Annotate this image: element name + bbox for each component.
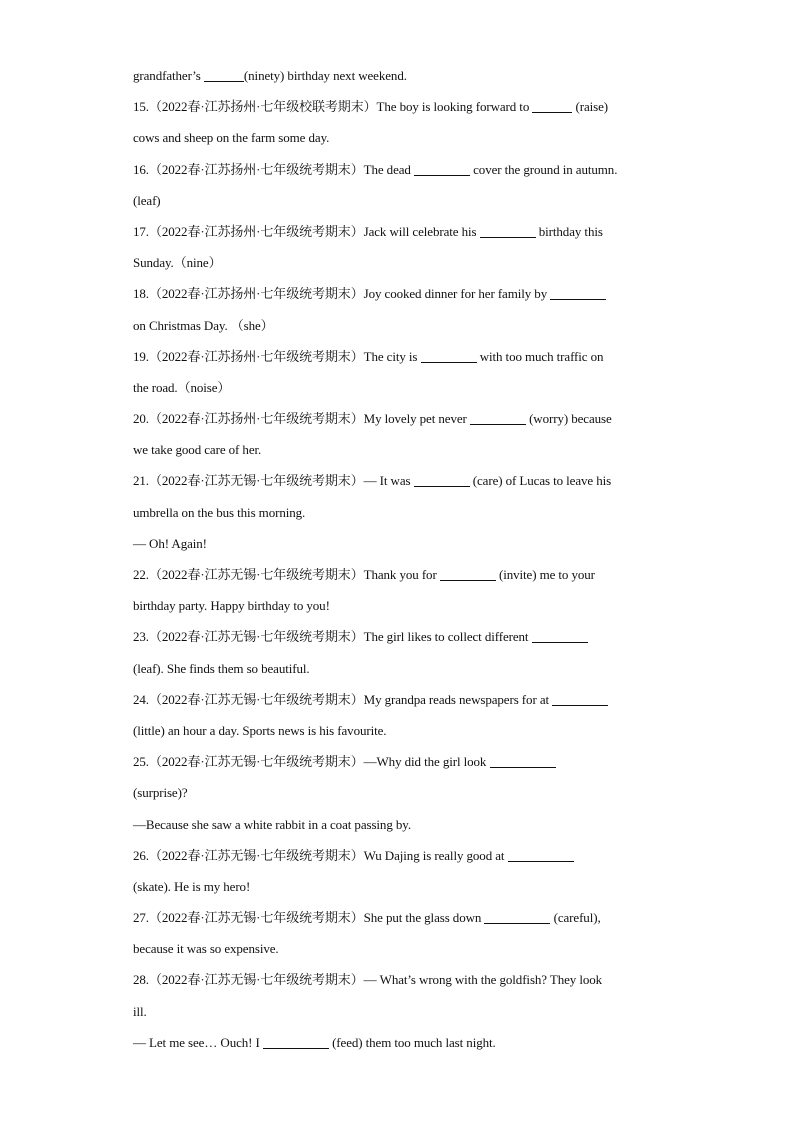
text-line xyxy=(133,247,673,278)
line-text: — Let me see… Ouch! I xyxy=(133,1034,263,1050)
answer-blank[interactable] xyxy=(204,69,244,82)
text-line xyxy=(133,154,673,185)
line-text: 15.（2022春·江苏扬州·七年级校联考期末）The boy is looking forward to xyxy=(133,99,533,115)
text-line xyxy=(133,840,673,871)
text-line xyxy=(133,684,673,715)
line-text: (surprise)? xyxy=(133,785,188,801)
text-line xyxy=(133,1027,673,1058)
answer-blank[interactable] xyxy=(421,350,477,363)
answer-blank[interactable] xyxy=(532,630,588,643)
text-line xyxy=(133,559,673,590)
line-text: 28.（2022春·江苏无锡·七年级统考期末）— What’s wrong with the goldfish? They look xyxy=(133,972,603,988)
answer-blank[interactable] xyxy=(263,1036,329,1049)
text-line xyxy=(133,278,673,309)
line-text: with too much traffic on xyxy=(476,348,604,364)
line-text: —Because she saw a white rabbit in a coat passing by. xyxy=(133,816,411,832)
line-text: umbrella on the bus this morning. xyxy=(133,504,306,520)
line-text: (leaf) xyxy=(133,192,161,208)
line-text: 18.（2022春·江苏扬州·七年级统考期末）Joy cooked dinner for her family by xyxy=(133,286,551,302)
text-line xyxy=(133,91,673,122)
text-line xyxy=(133,185,673,216)
line-text: because it was so expensive. xyxy=(133,941,279,957)
answer-blank[interactable] xyxy=(480,225,536,238)
text-line xyxy=(133,216,673,247)
line-text: (ninety) birthday next weekend. xyxy=(243,68,407,83)
text-line xyxy=(133,653,673,684)
line-text: birthday this xyxy=(535,223,603,239)
line-text: the road.（noise） xyxy=(133,379,231,395)
text-line xyxy=(133,746,673,777)
line-text: (care) of Lucas to leave his xyxy=(469,473,612,489)
line-text: birthday party. Happy birthday to you! xyxy=(133,598,330,614)
answer-blank[interactable] xyxy=(414,474,470,487)
line-text: (little) an hour a day. Sports news is his favourite. xyxy=(133,722,387,738)
text-line xyxy=(133,902,673,933)
line-text: 20.（2022春·江苏扬州·七年级统考期末）My lovely pet never xyxy=(133,411,470,427)
answer-blank[interactable] xyxy=(470,412,526,425)
text-line xyxy=(133,964,673,995)
line-text: 16.（2022春·江苏扬州·七年级统考期末）The dead xyxy=(133,161,414,177)
line-text: 23.（2022春·江苏无锡·七年级统考期末）The girl likes to collect different xyxy=(133,629,532,645)
text-line xyxy=(133,590,673,621)
line-text: (skate). He is my hero! xyxy=(133,878,251,894)
answer-blank[interactable] xyxy=(550,287,606,300)
text-line xyxy=(133,528,673,559)
line-text: we take good care of her. xyxy=(133,442,262,458)
text-line xyxy=(133,403,673,434)
line-text: 26.（2022春·江苏无锡·七年级统考期末）Wu Dajing is really good at xyxy=(133,847,508,863)
text-line xyxy=(133,60,673,91)
line-text: 21.（2022春·江苏无锡·七年级统考期末）— It was xyxy=(133,473,414,489)
answer-blank[interactable] xyxy=(508,849,574,862)
document-page xyxy=(133,60,673,1058)
line-text: cows and sheep on the farm some day. xyxy=(133,130,330,146)
line-text: (raise) xyxy=(572,99,609,115)
text-line xyxy=(133,621,673,652)
line-text: 24.（2022春·江苏无锡·七年级统考期末）My grandpa reads newspapers for at xyxy=(133,691,553,707)
line-text: (feed) them too much last night. xyxy=(328,1034,496,1050)
answer-blank[interactable] xyxy=(440,568,496,581)
line-text: 25.（2022春·江苏无锡·七年级统考期末）—Why did the girl look xyxy=(133,754,490,770)
line-text: (invite) me to your xyxy=(495,567,595,582)
line-text: ill. xyxy=(133,1003,147,1019)
text-line xyxy=(133,809,673,840)
line-text: Sunday.（nine） xyxy=(133,255,222,271)
text-line xyxy=(133,310,673,341)
line-text: — Oh! Again! xyxy=(133,535,207,551)
answer-blank[interactable] xyxy=(484,911,550,924)
line-text: (careful), xyxy=(550,910,601,926)
line-text: (worry) because xyxy=(525,411,612,427)
text-line xyxy=(133,341,673,372)
line-text: cover the ground in autumn. xyxy=(469,161,618,177)
text-line xyxy=(133,777,673,808)
text-line xyxy=(133,122,673,153)
text-line xyxy=(133,996,673,1027)
line-text: 22.（2022春·江苏无锡·七年级统考期末）Thank you for xyxy=(133,567,440,582)
line-text: on Christmas Day. （she） xyxy=(133,317,274,333)
text-line xyxy=(133,465,673,496)
text-line xyxy=(133,372,673,403)
answer-blank[interactable] xyxy=(490,755,556,768)
text-line xyxy=(133,434,673,465)
answer-blank[interactable] xyxy=(532,100,572,113)
text-line xyxy=(133,933,673,964)
line-text: 27.（2022春·江苏无锡·七年级统考期末）She put the glass down xyxy=(133,910,485,926)
text-line xyxy=(133,715,673,746)
line-text: 19.（2022春·江苏扬州·七年级统考期末）The city is xyxy=(133,348,421,364)
answer-blank[interactable] xyxy=(552,693,608,706)
line-text: (leaf). She finds them so beautiful. xyxy=(133,660,310,676)
answer-blank[interactable] xyxy=(414,163,470,176)
line-text: grandfather’s xyxy=(133,68,204,83)
text-line xyxy=(133,871,673,902)
line-text: 17.（2022春·江苏扬州·七年级统考期末）Jack will celebrate his xyxy=(133,223,480,239)
text-line xyxy=(133,497,673,528)
